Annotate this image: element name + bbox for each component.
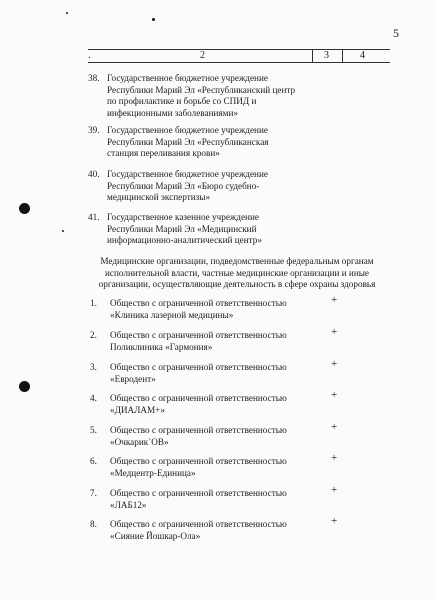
item-text: Общество с ограниченной ответственностью «ЛАБ12» [110, 488, 287, 510]
header-divider [342, 50, 343, 62]
list-item [88, 326, 388, 353]
list-item [88, 294, 388, 321]
header-col-2: 2 [200, 50, 205, 61]
plus-mark: + [331, 421, 338, 433]
plus-mark: + [331, 358, 338, 370]
item-number: 3. [90, 362, 97, 372]
list-item [88, 169, 388, 204]
header-divider [312, 50, 313, 62]
item-number: 40. [88, 169, 100, 179]
item-text: Общество с ограниченной ответственностью «Клиника лазерной медицины» [110, 298, 287, 320]
list-item [88, 389, 388, 416]
plus-mark: + [331, 294, 338, 306]
header-col-1: . [88, 50, 91, 61]
scan-speck [62, 230, 64, 232]
item-text: Общество с ограниченной ответственностью «Сияние Йошкар-Ола» [110, 519, 287, 541]
item-text: Государственное бюджетное учреждение Республики Марий Эл «Республиканский центр по профилактике и борьбе со СПИД и инфекционными заболеваниями» [107, 73, 296, 118]
punch-hole [19, 381, 30, 392]
list-item [88, 421, 388, 448]
scan-speck [66, 12, 68, 14]
list-item [88, 484, 388, 511]
item-text: Общество с ограниченной ответственностью «Очкарик`OB» [110, 425, 287, 447]
item-number: 5. [90, 425, 97, 435]
item-number: 8. [90, 519, 97, 529]
list-item [88, 212, 388, 247]
header-col-3: 3 [324, 50, 329, 61]
list-item [88, 125, 388, 160]
item-number: 2. [90, 330, 97, 340]
plus-mark: + [331, 389, 338, 401]
section-heading: Медицинские организации, подведомственные федеральным органам исполнительной власти, частные медицинские организации и иные организации, осуществляющие деятельность в сфере охраны здоровья [98, 256, 376, 289]
item-number: 38. [88, 73, 100, 83]
item-text: Государственное бюджетное учреждение Республики Марий Эл «Республиканская станция переливания крови» [107, 125, 269, 158]
item-number: 39. [88, 125, 100, 135]
punch-hole [19, 203, 30, 214]
item-text: Общество с ограниченной ответственностью «Евродент» [110, 362, 287, 384]
item-number: 4. [90, 393, 97, 403]
scan-speck [152, 18, 155, 21]
table-header [88, 49, 390, 63]
item-text: Государственное бюджетное учреждение Республики Марий Эл «Бюро судебно- медицинской экспертизы» [107, 169, 268, 202]
list-item [88, 515, 388, 542]
list-item [88, 452, 388, 479]
item-number: 41. [88, 212, 100, 222]
item-number: 1. [90, 298, 97, 308]
plus-mark: + [331, 484, 338, 496]
plus-mark: + [331, 515, 338, 527]
item-text: Общество с ограниченной ответственностью «Медцентр-Единица» [110, 456, 287, 478]
list-item [88, 358, 388, 385]
plus-mark: + [331, 452, 338, 464]
item-number: 7. [90, 488, 97, 498]
item-text: Общество с ограниченной ответственностью Поликлиника «Гармония» [110, 330, 287, 352]
list-item [88, 73, 388, 119]
item-text: Общество с ограниченной ответственностью «ДИАЛАМ+» [110, 393, 287, 415]
header-col-4: 4 [360, 50, 365, 61]
page-number: 5 [393, 26, 399, 40]
item-text: Государственное казенное учреждение Республики Марий Эл «Медицинский информационно-аналитический центр» [107, 212, 262, 245]
item-number: 6. [90, 456, 97, 466]
plus-mark: + [331, 326, 338, 338]
